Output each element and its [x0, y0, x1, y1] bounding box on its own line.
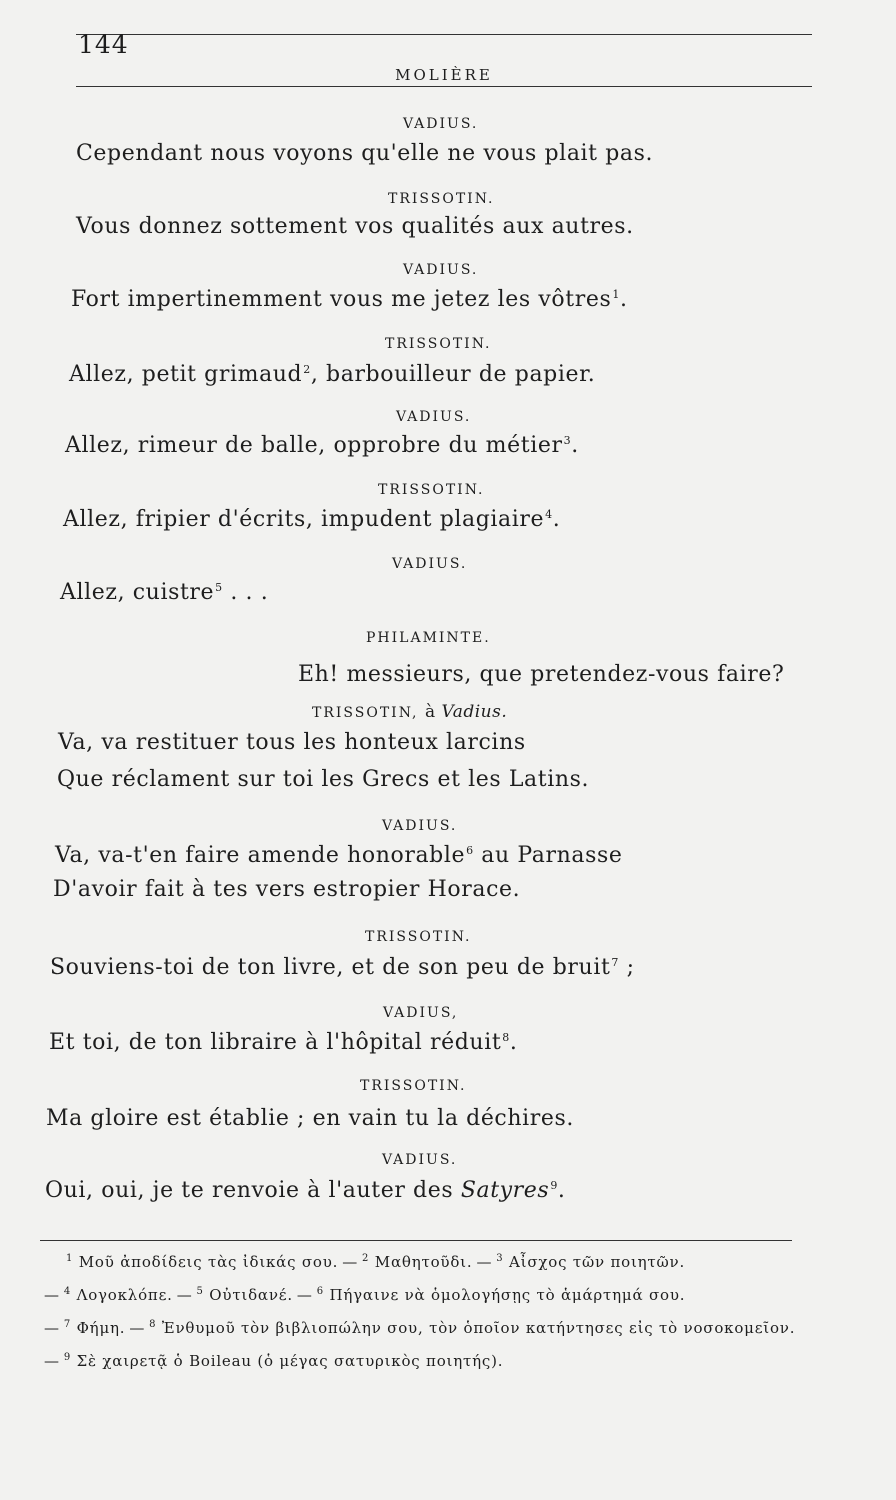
speaker-name: VADIUS. [396, 409, 472, 425]
footnote: $^9$ Σὲ χαιρετᾷ ὁ Boileau (ὁ μέγας σατυρικὸς ποιητής). [63, 1352, 504, 1370]
speaker-name: VADIUS. [392, 556, 468, 572]
verse-line: Va, va restituer tous les honteux larcins [58, 730, 526, 755]
verse-line: Souviens-toi de ton livre, et de son peu de bruit$^7$ ; [50, 955, 635, 980]
speaker-name: VADIUS. [382, 818, 458, 834]
footnote-ref: 5 [215, 580, 223, 594]
footnote-rule [40, 1240, 792, 1241]
header-rule-top [76, 34, 812, 35]
footnote-line: $^1$ Μοῦ ἀποδίδεις τὰς ἰδικάς σου. — $^2$ Μαθητοῦδι. — $^3$ Αἶσχος τῶν ποιητῶν. [66, 1253, 686, 1271]
speaker-name: TRISSOTIN. [385, 336, 492, 352]
header-rule-bottom [76, 86, 812, 87]
verse-line: Allez, fripier d'écrits, impudent plagiaire$^4$. [63, 507, 561, 532]
stage-direction: à Vadius. [424, 702, 508, 722]
footnote-ref: 4 [545, 507, 553, 521]
running-title: MOLIÈRE [395, 66, 493, 84]
speaker-name: VADIUS. [403, 262, 479, 278]
page-number: 144 [78, 30, 129, 59]
verse-line: Eh! messieurs, que pretendez-vous faire? [298, 662, 785, 687]
footnote-ref: 9 [550, 1178, 558, 1192]
verse-line: Vous donnez sottement vos qualités aux autres. [76, 214, 634, 239]
page-header [76, 22, 812, 88]
verse-line: Que réclament sur toi les Grecs et les Latins. [57, 767, 590, 792]
footnote-ref: 1 [612, 287, 620, 301]
verse-line: Allez, rimeur de balle, opprobre du métier$^3$. [65, 433, 579, 458]
speaker-name: TRISSOTIN. [365, 929, 472, 945]
footnote: $^8$ Ἐνθυμοῦ τὸν βιβλιοπώλην σου, τὸν ὁποῖον κατήντησες εἰς τὸ νοσοκομεῖον. [149, 1319, 796, 1337]
footnote-line: — $^9$ Σὲ χαιρετᾷ ὁ Boileau (ὁ μέγας σατυρικὸς ποιητής). [44, 1352, 504, 1370]
footnotes [40, 1244, 800, 1376]
verse-line: D'avoir fait à tes vers estropier Horace. [53, 877, 521, 902]
verse-line: Cependant nous voyons qu'elle ne vous plait pas. [76, 141, 654, 166]
footnote: $^6$ Πήγαινε νὰ ὁμολογήσῃς τὸ ἁμάρτημά σου. [316, 1286, 686, 1304]
verse-line: Va, va-t'en faire amende honorable$^6$ au Parnasse [55, 843, 623, 868]
speaker-name: PHILAMINTE. [366, 630, 491, 646]
speaker-name: VADIUS. [382, 1152, 458, 1168]
footnote-ref: 7 [611, 955, 620, 969]
footnote: $^2$ Μαθητοῦδι. [362, 1253, 473, 1271]
footnote-ref: 2 [303, 362, 311, 376]
footnote-line: — $^4$ Λογοκλόπε. — $^5$ Οὐτιδανέ. — $^6$ Πήγαινε νὰ ὁμολογήσῃς τὸ ἁμάρτημά σου. [44, 1286, 686, 1304]
speaker-name: TRISSOTIN. [378, 482, 485, 498]
speaker-name: TRISSOTIN, à Vadius. [312, 702, 508, 722]
footnote-line: — $^7$ Φήμη. — $^8$ Ἐνθυμοῦ τὸν βιβλιοπώλην σου, τὸν ὁποῖον κατήντησες εἰς τὸ νοσοκομεῖον. [44, 1319, 796, 1337]
verse-line: Oui, oui, je te renvoie à l'auter des Satyres$^9$. [45, 1178, 566, 1203]
speaker-name: VADIUS. [403, 116, 479, 132]
speaker-name: TRISSOTIN. [360, 1078, 467, 1094]
footnote: $^5$ Οὐτιδανέ. [196, 1286, 293, 1304]
speaker-name: VADIUS, [383, 1005, 459, 1021]
footnote: $^4$ Λογοκλόπε. [63, 1286, 173, 1304]
footnote: $^1$ Μοῦ ἀποδίδεις τὰς ἰδικάς σου. [66, 1253, 339, 1271]
speaker-name: TRISSOTIN. [388, 191, 495, 207]
verse-line: Et toi, de ton libraire à l'hôpital réduit$^8$. [49, 1030, 518, 1055]
verse-line: Allez, petit grimaud$^2$, barbouilleur de papier. [69, 362, 596, 387]
verse-line: Fort impertinemment vous me jetez les vôtres$^1$. [71, 287, 628, 312]
verse-line: Allez, cuistre$^5$ . . . [60, 580, 269, 605]
footnote: $^3$ Αἶσχος τῶν ποιητῶν. [496, 1253, 686, 1271]
footnote-ref: 6 [466, 843, 474, 857]
verse-line: Ma gloire est établie ; en vain tu la déchires. [46, 1106, 574, 1131]
footnote-ref: 8 [502, 1030, 510, 1044]
footnote-ref: 3 [563, 433, 572, 447]
footnote: $^7$ Φήμη. [63, 1319, 126, 1337]
